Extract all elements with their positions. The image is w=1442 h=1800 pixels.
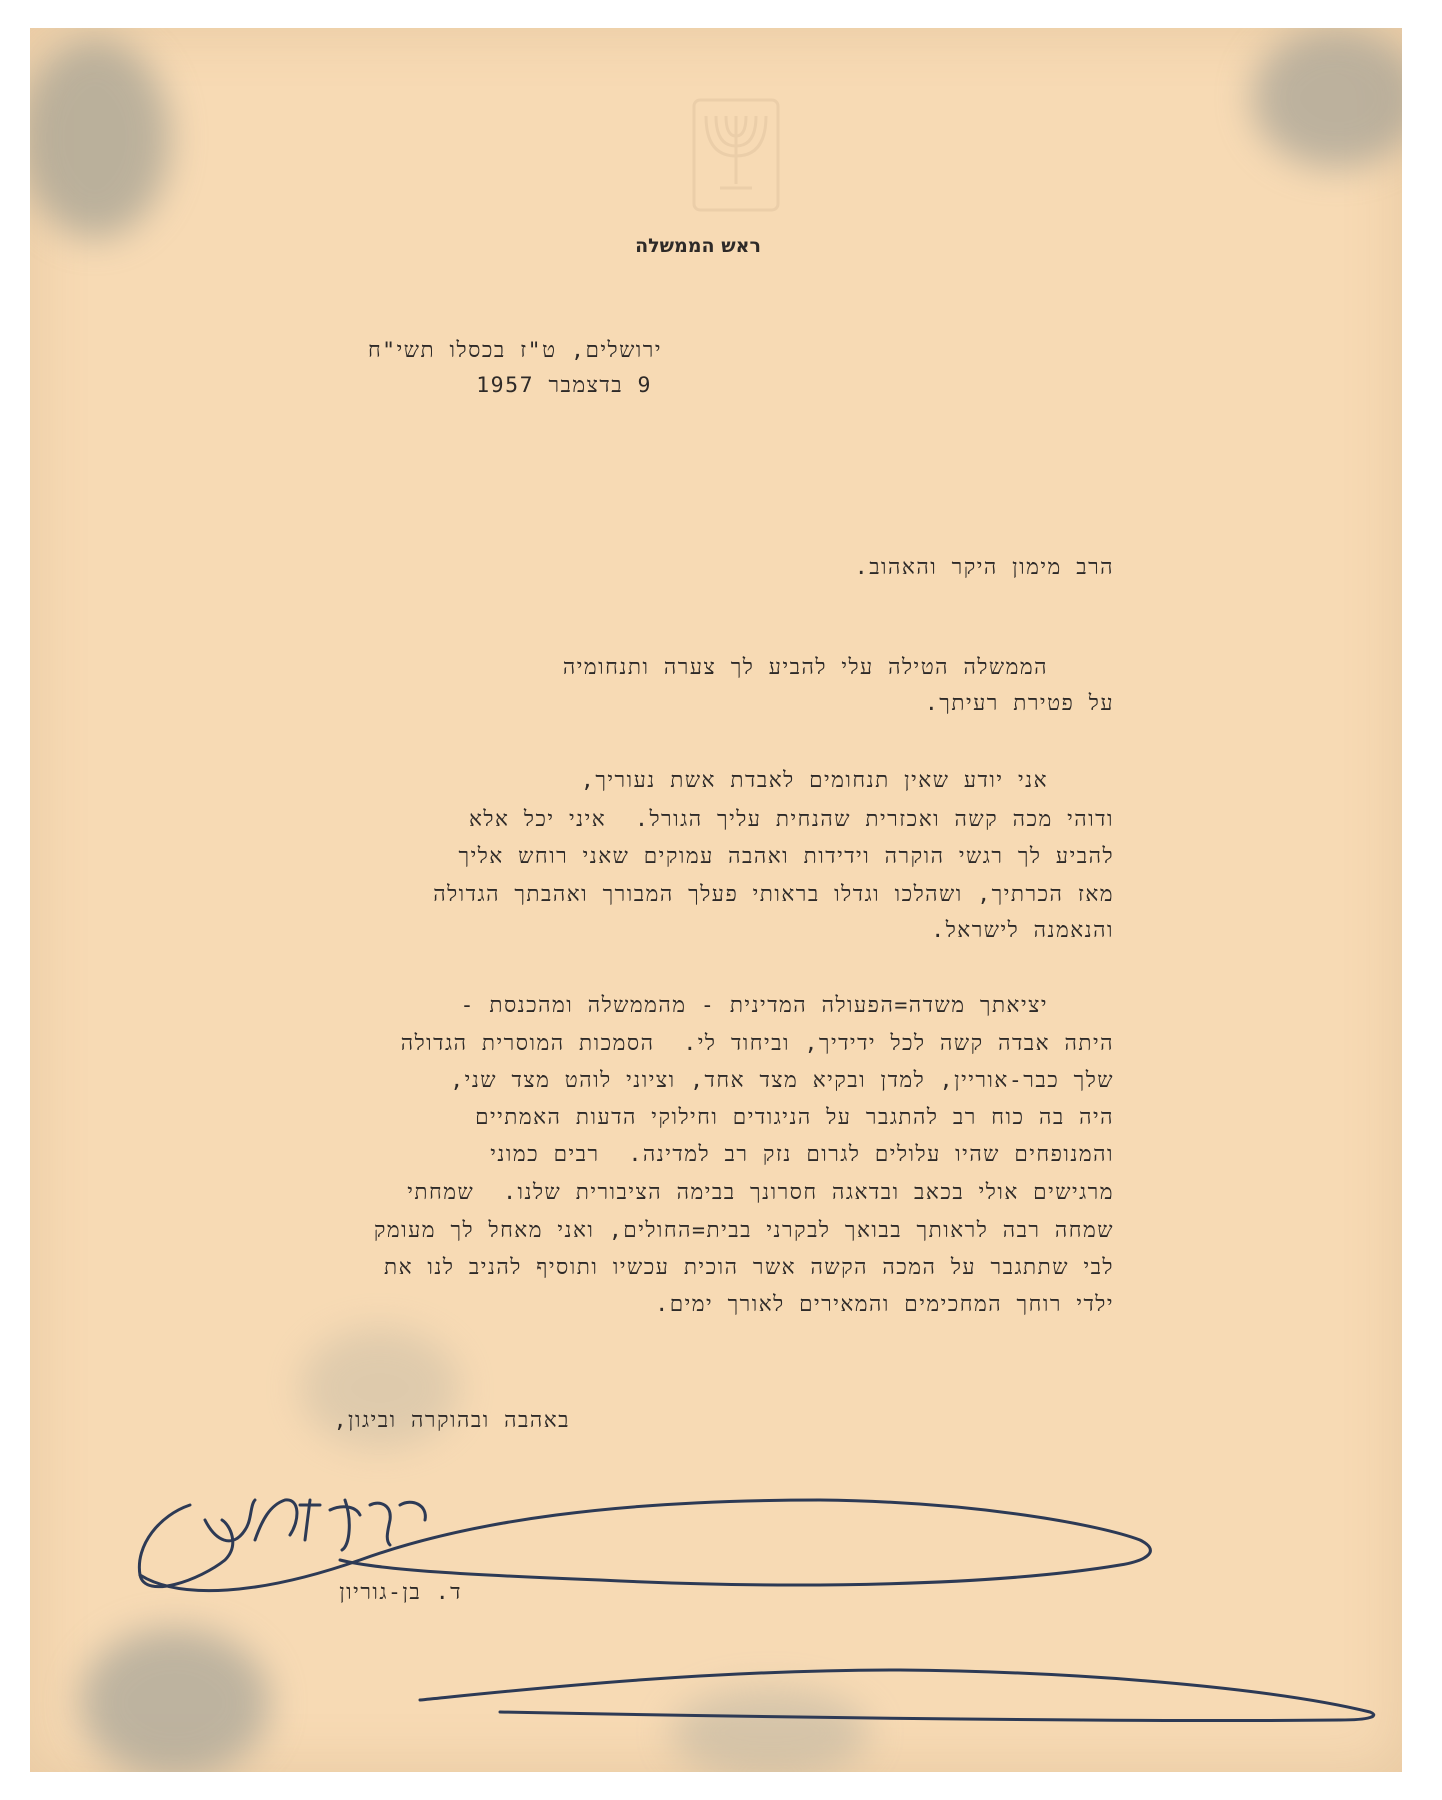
salutation: הרב מימון היקר והאהוב.: [854, 555, 1114, 580]
date-hebrew: ירושלים, ט"ז בכסלו תשי"ח: [367, 338, 662, 363]
closing-line: באהבה ובהוקרה וביגון,: [333, 1408, 570, 1433]
date-gregorian: 9 בדצמבר 1957: [476, 373, 652, 398]
body-line: על פטירת רעיתך.: [924, 691, 1114, 716]
body-line: היה בה כוח רב להתגבר על הניגודים וחילוקי הדעות האמתיים: [475, 1105, 1114, 1130]
body-line: לבי שתתגבר על המכה הקשה אשר הוכית עכשיו ותוסיף להניב לנו את: [383, 1255, 1114, 1280]
body-line: שלך כבר-אוריין, למדן ובקיא מצד אחד, וציוני לוהט מצד שני,: [450, 1068, 1114, 1093]
body-line: יציאתך משדה=הפעולה המדינית - מהממשלה ומהכנסת -: [460, 993, 1048, 1018]
letterhead-title: ראש הממשלה: [635, 235, 761, 257]
body-line: אני יודע שאין תנחומים לאבדת אשת נעוריך,: [580, 768, 1048, 793]
body-line: היתה אבדה קשה לכל ידידיך, וביחוד לי. הסמכות המוסרית הגדולה: [400, 1031, 1114, 1056]
signatory-name: ד. בן-גוריון: [339, 1580, 462, 1605]
body-line: מרגישים אולי בכאב ובדאגה חסרונך בבימה הציבורית שלנו. שמחתי: [407, 1180, 1114, 1205]
body-line: להביע לך רגשי הוקרה וידידות ואהבה עמוקים שאני רוחש אליך: [458, 844, 1114, 869]
body-line: והמנופחים שהיו עלולים לגרום נזק רב למדינה. רבים כמוני: [490, 1142, 1114, 1167]
body-line: והנאמנה לישראל.: [931, 918, 1114, 943]
body-line: הממשלה הטילה עלי להביע לך צערה ותנחומיה: [562, 655, 1048, 680]
body-line: ילדי רוחך המחכימים והמאירים לאורך ימים.: [655, 1292, 1114, 1317]
body-line: שמחה רבה לראותך בבואך לבקרני בבית=החולים, ואני מאחל לך מעומק: [373, 1218, 1114, 1243]
body-line: מאז הכרתיך, ושהלכו וגדלו בראותי פעלך המבורך ואהבתך הגדולה: [433, 882, 1114, 907]
body-line: ודוהי מכה קשה ואכזרית שהנחית עליך הגורל. איני יכל אלא: [469, 807, 1114, 832]
